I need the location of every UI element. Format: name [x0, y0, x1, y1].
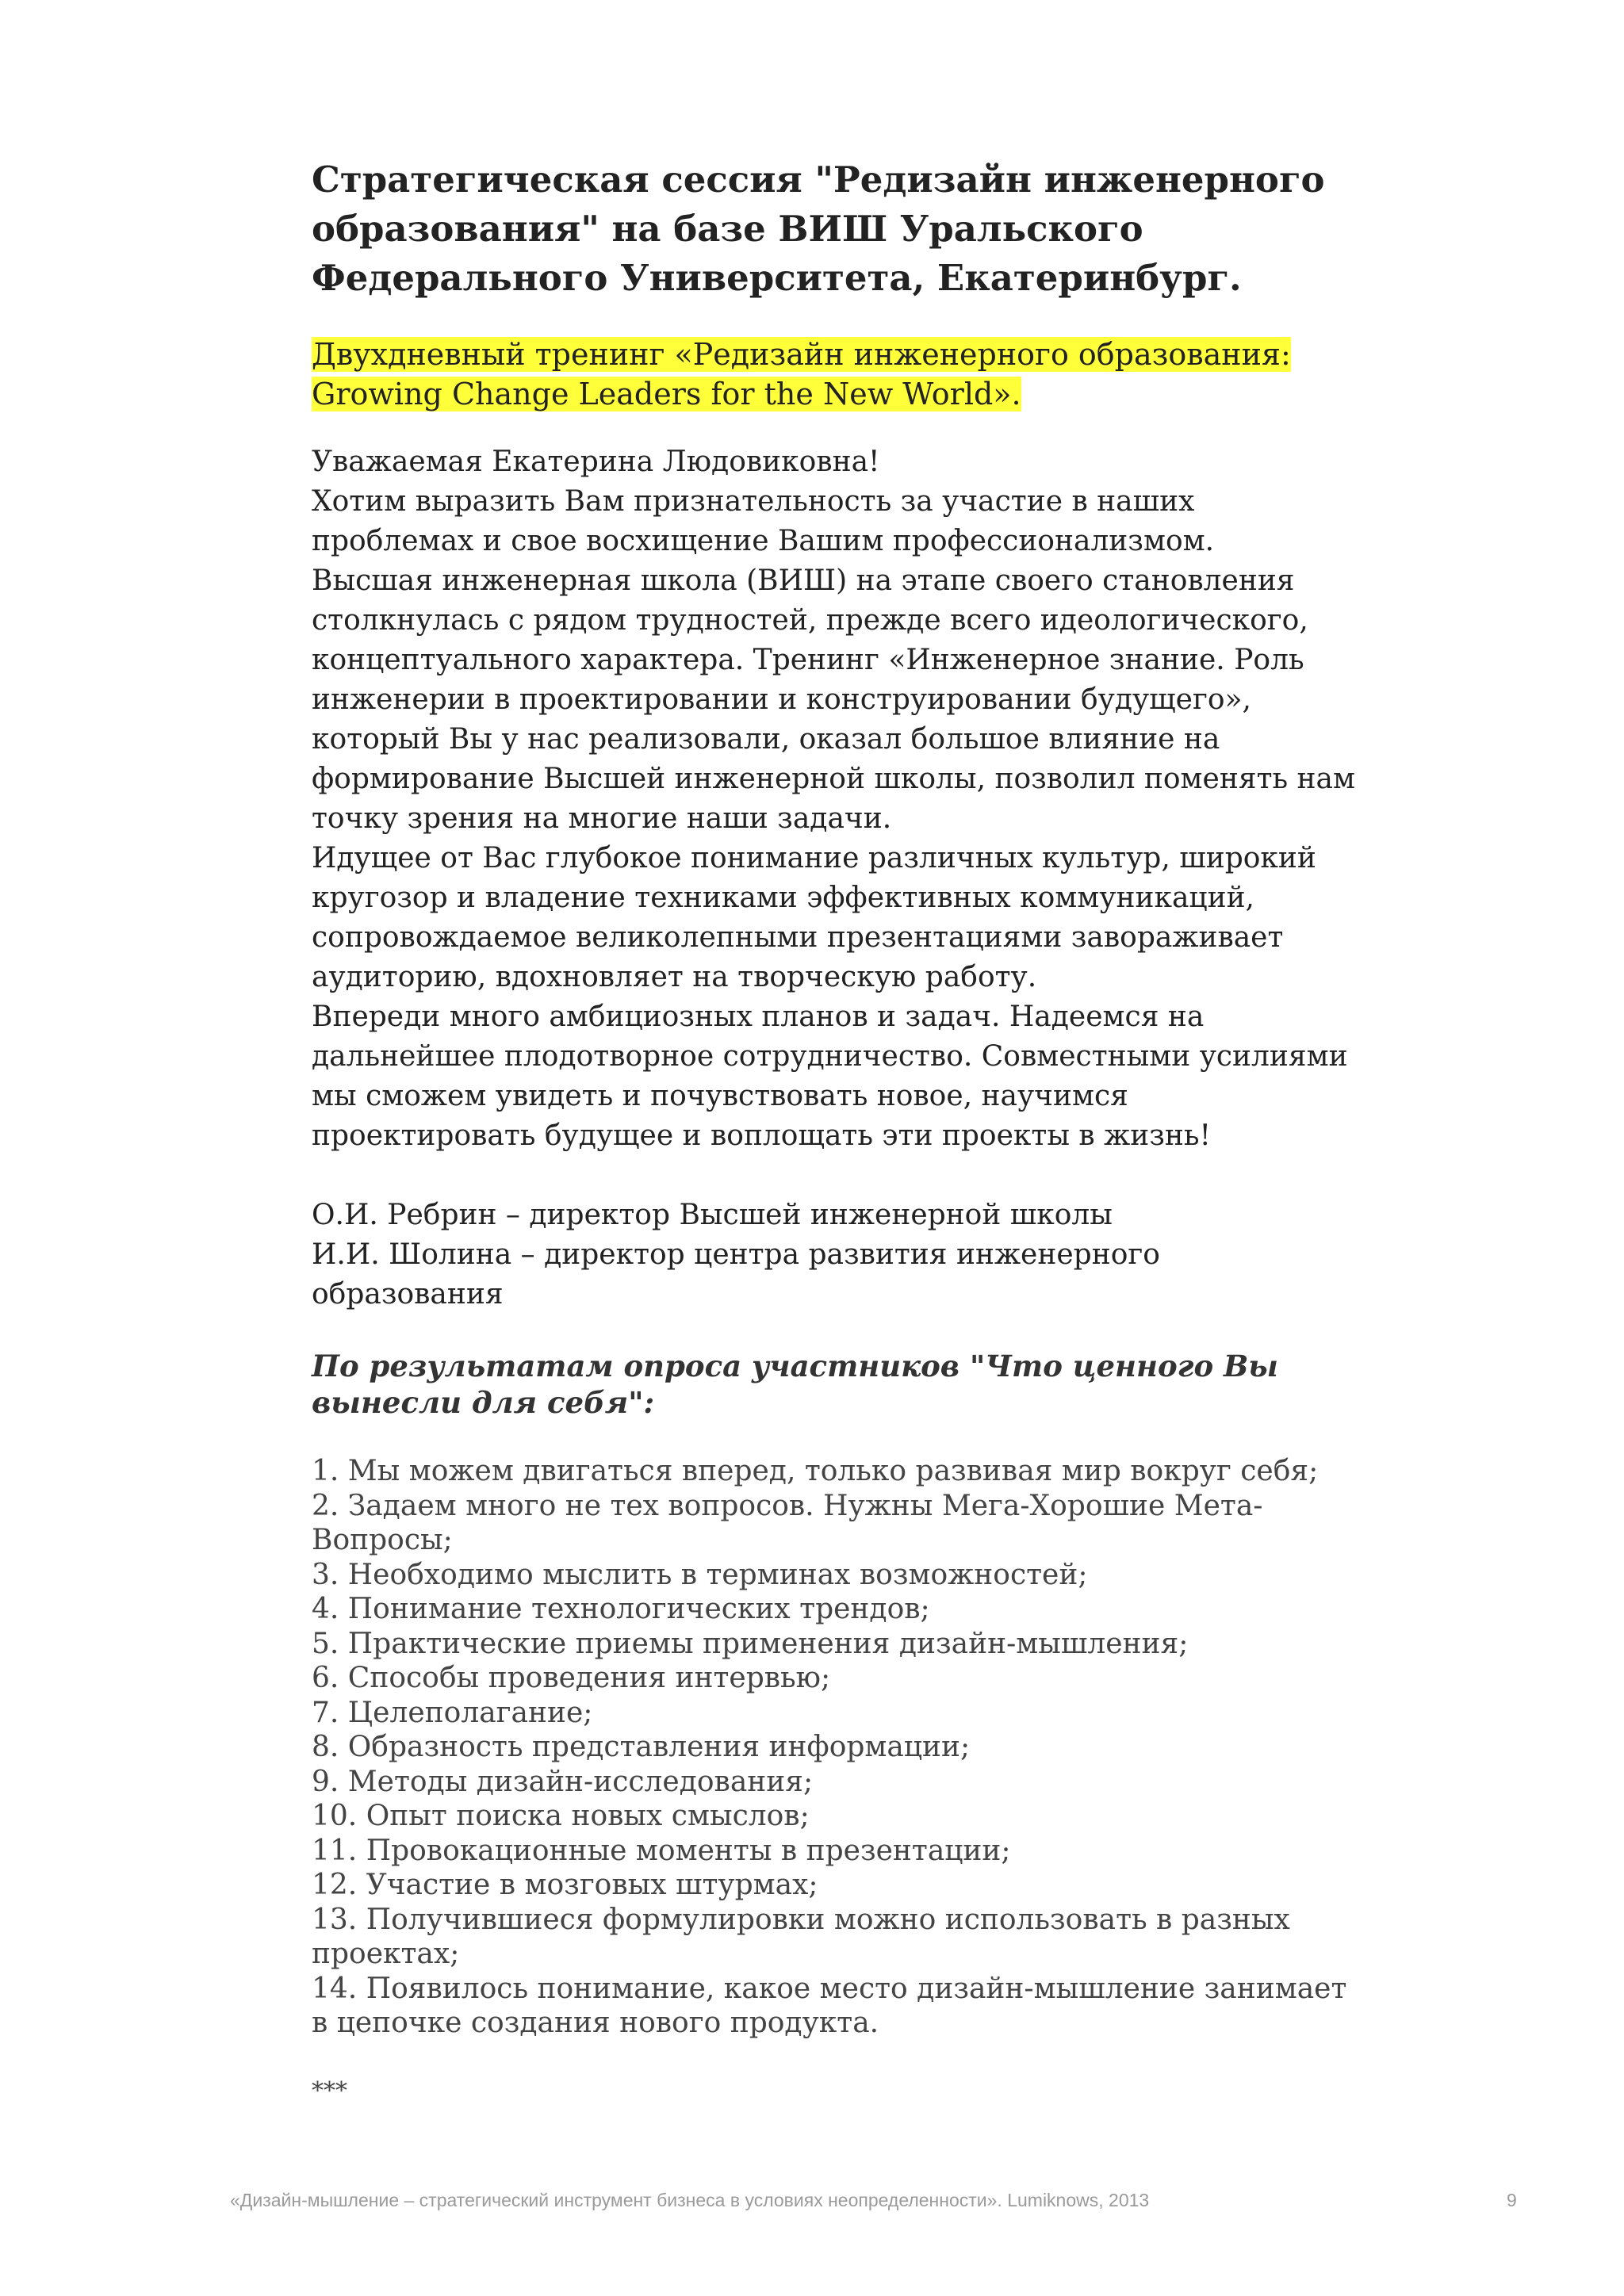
letter-paragraph: Впереди много амбициозных планов и задач. Надеемся на дальнейшее плодотворное сотрудничество. Совместными усилиями мы сможем увидеть и почувствовать новое, научимся проектировать будущее и воплощать эти проекты в жизнь!: [312, 1001, 1348, 1152]
page-footer: «Дизайн-мышление – стратегический инструмент бизнеса в условиях неопределенности». Lumiknows, 2013: [230, 2190, 1150, 2210]
signatures: [312, 1196, 1358, 1314]
list-item: 8. Образность представления информации;: [312, 1731, 971, 1763]
list-item: 10. Опыт поиска новых смыслов;: [312, 1800, 810, 1832]
letter-paragraph: Высшая инженерная школа (ВИШ) на этапе своего становления столкнулась с рядом трудностей, прежде всего идеологического, концептуального характера. Тренинг «Инженерное знание. Роль инженерии в проектировании и конструировании будущего», который Вы у нас реализовали, оказал большое влияние на формирование Высшей инженерной школы, позволил поменять нам точку зрения на многие наши задачи.: [312, 564, 1355, 835]
letter-paragraph: Идущее от Вас глубокое понимание различных культур, широкий кругозор и владение техниками эффективных коммуникаций, сопровождаемое великолепными презентациями завораживает аудиторию, вдохновляет на творческую работу.: [312, 842, 1316, 993]
training-subtitle: [312, 335, 1358, 414]
highlighted-subtitle: Двухдневный тренинг «Редизайн инженерного образования: Growing Change Leaders for the New World».: [312, 337, 1291, 411]
list-item: 13. Получившиеся формулировки можно использовать в разных проектах;: [312, 1903, 1290, 1970]
signature-line: И.И. Шолина – директор центра развития инженерного образования: [312, 1238, 1160, 1311]
letter-paragraph: Хотим выразить Вам признательность за участие в наших проблемах и свое восхищение Вашим профессионализмом.: [312, 485, 1215, 557]
results-heading: По результатам опроса участников "Что ценного Вы вынесли для себя":: [312, 1349, 1278, 1420]
page-number: 9: [1507, 2190, 1517, 2210]
list-item: 12. Участие в мозговых штурмах;: [312, 1869, 818, 1901]
results-list: [312, 1454, 1358, 2041]
document-title: Стратегическая сессия "Редизайн инженерного образования" на базе ВИШ Уральского Федерального Университета, Екатеринбург.: [312, 159, 1325, 299]
list-item: 4. Понимание технологических трендов;: [312, 1593, 930, 1625]
list-item: 7. Целеполагание;: [312, 1696, 593, 1729]
list-item: 14. Появилось понимание, какое место дизайн-мышление занимает в цепочке создания нового продукта.: [312, 1972, 1347, 2039]
section-separator: ***: [312, 2076, 347, 2105]
list-item: 6. Способы проведения интервью;: [312, 1662, 831, 1694]
letter-body: [312, 442, 1358, 1156]
list-item: 9. Методы дизайн-исследования;: [312, 1765, 814, 1798]
list-item: 1. Мы можем двигаться вперед, только развивая мир вокруг себя;: [312, 1455, 1319, 1487]
signature-line: О.И. Ребрин – директор Высшей инженерной школы: [312, 1199, 1113, 1231]
list-item: 5. Практические приемы применения дизайн-мышления;: [312, 1627, 1189, 1660]
list-item: 3. Необходимо мыслить в терминах возможностей;: [312, 1558, 1088, 1591]
list-item: 11. Провокационные моменты в презентации;: [312, 1834, 1011, 1867]
list-item: 2. Задаем много не тех вопросов. Нужны Мега-Хорошие Мета-Вопросы;: [312, 1489, 1263, 1556]
letter-greeting: Уважаемая Екатерина Людовиковна!: [312, 446, 880, 478]
page-content: [312, 155, 1358, 2107]
